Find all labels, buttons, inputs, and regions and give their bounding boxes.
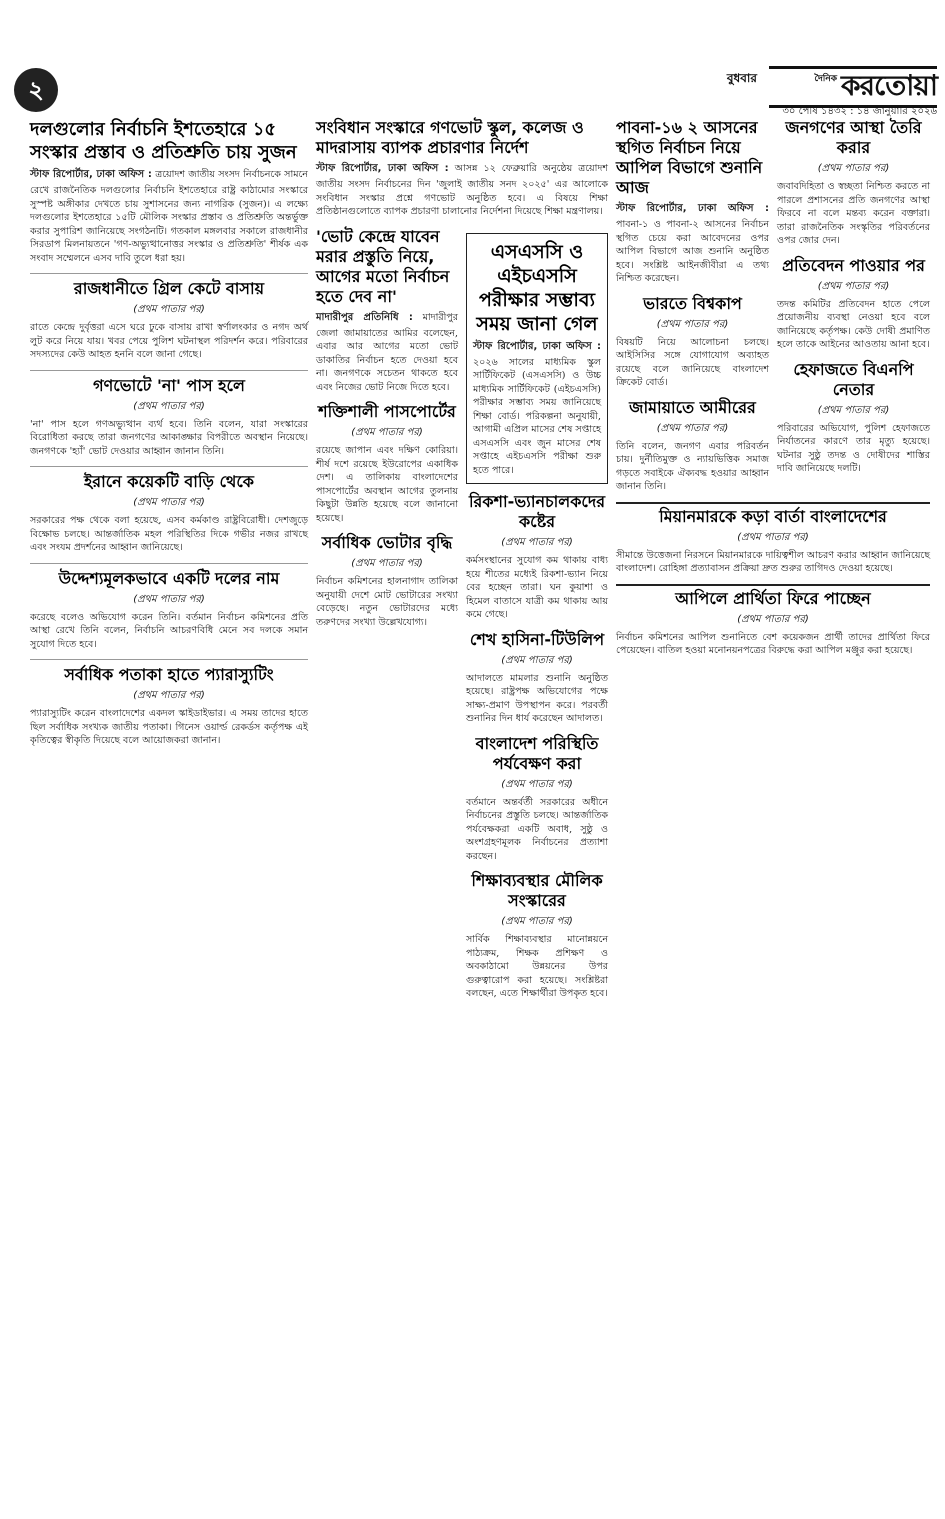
story	[466, 871, 612, 1001]
story-body: নির্বাচন কমিশনের আপিল শুনানিতে বেশ কয়েকজন প্রার্থী তাদের প্রার্থিতা ফিরে পেয়েছেন। বাতিল হওয়া মনোনয়নপত্রের বিরুদ্ধে করা আপিল মঞ্জুর করা হয়েছে।	[616, 631, 934, 656]
story-headline: পাবনা-১৬ ২ আসনের স্থগিত নির্বাচন নিয়ে আপিল বিভাগে শুনানি আজ	[616, 118, 763, 197]
story	[316, 118, 612, 219]
story-headline: ভারতে বিশ্বকাপ	[643, 293, 742, 313]
story-headline: বাংলাদেশ পরিস্থিতি পর্যবেক্ষণ করা	[475, 733, 599, 773]
story	[616, 293, 773, 390]
story-body: 'না' পাস হলে গণঅভ্যুত্থান ব্যর্থ হবে। তিনি বলেন, যারা সংস্কারের বিরোধিতা করছে তারা জনগণের আকাঙ্ক্ষার বিপরীতে অবস্থান নিয়েছে। জনগণকে 'হ্যাঁ' ভোট দেওয়ার আহ্বান জানান তিনি।	[30, 418, 312, 457]
story-continued: (প্রথম পাতার পর)	[133, 304, 205, 315]
story-continued: (প্রথম পাতার পর)	[737, 531, 809, 543]
featured-headline: এসএসসি ও এইচএসসি পরীক্ষার সম্ভাব্য সময় জানা গেল	[476, 240, 598, 335]
story-body: আদালতে মামলার শুনানি অনুষ্ঠিত হয়েছে। রাষ্ট্রপক্ষ অভিযোগের পক্ষে সাক্ষ্য-প্রমাণ উপস্থাপন করে। পরবর্তী শুনানির দিন ধার্য করেছেন আদালত।	[466, 672, 612, 724]
subcolumn-right	[777, 118, 934, 502]
story-headline: শিক্ষাব্যবস্থার মৌলিক সংস্কারের	[471, 871, 603, 910]
story	[466, 733, 612, 864]
story-continued: (প্রথম পাতার পর)	[817, 404, 890, 416]
story	[777, 118, 934, 248]
lead-story	[30, 118, 312, 265]
story-headline: রিকশা-ভ্যানচালকদের কষ্টের	[468, 492, 606, 531]
story-headline: শক্তিশালী পাসপোর্টের	[318, 402, 456, 421]
featured-body: ২০২৬ সালের মাধ্যমিক স্কুল সার্টিফিকেট (এসএসসি) ও উচ্চ মাধ্যমিক সার্টিফিকেট (এইচএসসি) পরীক্ষার সম্ভাব্য সময় জানিয়েছে শিক্ষা বোর্ড। পরিকল্পনা অনুযায়ী, আগামী এপ্রিল মাসের শেষ সপ্তাহে এসএসসি এবং জুন মাসের শেষ সপ্তাহে এইচএসসি পরীক্ষা শুরু হতে পারে।	[473, 356, 605, 476]
dateline: ৩০ পৌষ ১৪৩২ : ১৪ জানুয়ারি ২০২৬	[782, 106, 937, 117]
subcolumn-left	[616, 118, 773, 502]
weekday: বুধবার	[726, 71, 757, 85]
story-continued: (প্রথম পাতার পর)	[656, 318, 729, 330]
logo-prefix: দৈনিক	[814, 74, 838, 84]
story	[316, 226, 462, 395]
story-headline: শেখ হাসিনা-টিউলিপ	[469, 629, 605, 649]
story-headline: উদ্দেশ্যমূলকভাবে একটি দলের নাম	[58, 568, 280, 588]
story	[466, 629, 612, 726]
story-body: রয়েছে জাপান এবং দক্ষিণ কোরিয়া। শীর্ষ দশে রয়েছে ইউরোপের একাধিক দেশ। এ তালিকায় বাংলাদেশের পাসপোর্টের অবস্থান আগের তুলনায় কিছুটা উন্নতি হয়েছে বলে জানানো হয়েছে।	[316, 445, 462, 524]
logo-title: করতোয়া	[841, 68, 937, 102]
subcolumns	[616, 118, 934, 502]
subcolumn-left	[316, 226, 462, 1009]
story-continued: (প্রথম পাতার পর)	[501, 654, 573, 666]
story-headline: প্রতিবেদন পাওয়ার পর	[782, 255, 925, 275]
story-body: প্যারাস্যুটিং করেন বাংলাদেশের একদল স্কাইডাইভার। এ সময় তাদের হাতে ছিল সর্বাধিক সংখ্যক জাতীয় পতাকা। গিনেস ওয়ার্ল্ড রেকর্ডস কর্তৃপক্ষ এই কৃতিত্বের স্বীকৃতি দিয়েছে বলে আয়োজকরা জানান।	[30, 708, 312, 746]
story	[30, 279, 312, 362]
subcolumn-right	[466, 227, 612, 1009]
story-continued: (প্রথম পাতার পর)	[501, 778, 573, 790]
story-continued: (প্রথম পাতার পর)	[351, 427, 423, 438]
story-body: সীমান্তে উত্তেজনা নিরসনে মিয়ানমারকে দায়িত্বশীল আচরণ করার আহ্বান জানিয়েছে বাংলাদেশ। রোহিঙ্গা প্রত্যাবাসন প্রক্রিয়া দ্রুত শুরুর তাগিদও দেওয়া হয়েছে।	[616, 549, 934, 574]
story-continued: (প্রথম পাতার পর)	[501, 916, 573, 927]
story-continued: (প্রথম পাতার পর)	[133, 690, 205, 701]
story-body: পরিবারের অভিযোগ, পুলিশ হেফাজতে নির্যাতনের কারণে তার মৃত্যু হয়েছে। ঘটনার সুষ্ঠু তদন্ত ও দোষীদের শাস্তির দাবি জানিয়েছে দলটি।	[777, 422, 934, 474]
story	[466, 492, 612, 622]
story-headline: ইরানে কয়েকটি বাড়ি থেকে	[83, 472, 254, 491]
story-continued: (প্রথম পাতার পর)	[656, 422, 729, 434]
story-headline: সংবিধান সংস্কারে গণভোট স্কুল, কলেজ ও মাদরাসায় ব্যাপক প্রচারণার নির্দেশ	[316, 118, 584, 157]
story-headline: জামায়াতে আমীরের	[629, 397, 756, 417]
story	[777, 255, 934, 352]
story-headline: মিয়ানমারকে কড়া বার্তা বাংলাদেশের	[616, 502, 930, 527]
story-continued: (প্রথম পাতার পর)	[501, 537, 573, 548]
story-body: বর্তমানে অন্তর্বর্তী সরকারের অধীনে নির্বাচনের প্রস্তুতি চলছে। আন্তর্জাতিক পর্যবেক্ষকরা একটি অবাধ, সুষ্ঠু ও অংশগ্রহণমূলক নির্বাচনের প্রত্যাশা করছেন।	[466, 796, 612, 862]
story-continued: (প্রথম পাতার পর)	[133, 400, 205, 412]
column-left	[30, 118, 312, 1509]
story-headline: সর্বাধিক পতাকা হাতে প্যারাস্যুটিং	[64, 665, 274, 684]
story-byline: স্টাফ রিপোর্টার, ঢাকা অফিস :	[616, 203, 769, 214]
story-headline: সর্বাধিক ভোটার বৃদ্ধি	[321, 533, 453, 552]
story-body: করেছে বলেও অভিযোগ করেন তিনি। বর্তমান নির্বাচন কমিশনের প্রতি আস্থা রেখে তিনি বলেন, নির্বাচনি আচরণবিধি মেনে সব দলকে সমান সুযোগ দিতে হবে।	[30, 611, 312, 650]
story-headline: হেফাজতে বিএনপি নেতার	[793, 359, 914, 399]
story-headline: গণভোটে 'না' পাস হলে	[93, 375, 245, 395]
story	[616, 584, 934, 658]
story-headline: রাজধানীতে গ্রিল কেটে বাসায়	[73, 279, 265, 298]
story	[30, 665, 312, 748]
story	[616, 397, 773, 494]
featured-byline: স্টাফ রিপোর্টার, ঢাকা অফিস :	[473, 340, 601, 352]
story	[30, 375, 312, 459]
story-continued: (প্রথম পাতার পর)	[737, 613, 809, 625]
story-headline: 'ভোট কেন্দ্রে যাবেন মরার প্রস্তুতি নিয়ে, আগের মতো নির্বাচন হতে দেব না'	[316, 226, 450, 306]
story-body: বিষয়টি নিয়ে আলোচনা চলছে। আইসিসির সঙ্গে যোগাযোগ অব্যাহত রয়েছে বলে জানিয়েছে বাংলাদেশ ক্রিকেট বোর্ড।	[616, 336, 773, 388]
story-headline: জনগণের আস্থা তৈরি করার	[785, 118, 922, 157]
divider	[30, 273, 308, 274]
story-body: তদন্ত কমিটির প্রতিবেদন হাতে পেলে প্রয়োজনীয় ব্যবস্থা নেওয়া হবে বলে জানিয়েছে কর্তৃপক্ষ। কেউ দোষী প্রমাণিত হলে তাকে আইনের আওতায় আনা হবে।	[777, 298, 934, 350]
story-continued: (প্রথম পাতার পর)	[817, 280, 890, 292]
lead-headline: দলগুলোর নির্বাচনি ইশতেহারে ১৫ সংস্কার প্রস্তাব ও প্রতিশ্রুতি চায় সুজন	[30, 119, 297, 163]
lead-body: ত্রয়োদশ জাতীয় সংসদ নির্বাচনকে সামনে রেখে রাজনৈতিক দলগুলোর নির্বাচনি ইশতেহারে রাষ্ট্র কাঠামোর সংস্কারে সুস্পষ্ট অঙ্গীকার দেখতে চায় সুশাসনের জন্য নাগরিক (সুজন)। এ লক্ষ্যে দলগুলোর ইশতেহারে ১৫টি মৌলিক সংস্কার প্রস্তাব ও প্রতিশ্রুতি অন্তর্ভুক্ত করার সুপারিশ জানিয়েছে সংগঠনটি। গতকাল মঙ্গলবার সকালে রাজধানীর সিরডাপ মিলনায়তনে 'গণ-অভ্যুত্থানোত্তর সংস্কার ও প্রতিশ্রুতি' শীর্ষক এক সংবাদ সম্মেলনে এসব দাবি তুলে ধরা হয়।	[30, 169, 312, 264]
divider	[30, 659, 308, 660]
story	[316, 402, 462, 525]
story	[30, 568, 312, 652]
column-right	[616, 118, 934, 1509]
column-middle	[316, 118, 612, 1509]
story-continued: (প্রথম পাতার পর)	[133, 593, 205, 605]
divider	[30, 466, 308, 467]
story-body: কর্মসংস্থানের সুযোগ কম থাকায় বাধ্য হয়ে শীতের মধ্যেই রিকশা-ভ্যান নিয়ে বের হচ্ছেন তারা। ঘন কুয়াশা ও হিমেল বাতাসে যাত্রী কম থাকায় আয় কমে গেছে।	[466, 555, 612, 620]
story	[316, 533, 462, 629]
story-body: সার্বিক শিক্ষাব্যবস্থার মানোন্নয়নে পাঠ্যক্রম, শিক্ষক প্রশিক্ষণ ও অবকাঠামো উন্নয়নের উপর গুরুত্বারোপ করা হয়েছে। সংশ্লিষ্টরা বলছেন, এতে শিক্ষার্থীরা উপকৃত হবে।	[466, 934, 612, 999]
story-continued: (প্রথম পাতার পর)	[817, 163, 890, 174]
story-continued: (প্রথম পাতার পর)	[351, 558, 423, 569]
story-byline: স্টাফ রিপোর্টার, ঢাকা অফিস :	[316, 163, 449, 174]
story-continued: (প্রথম পাতার পর)	[133, 497, 205, 508]
subcolumns	[316, 226, 612, 1009]
story	[616, 118, 773, 286]
story-body: তিনি বলেন, জনগণ এবার পরিবর্তন চায়। দুর্নীতিমুক্ত ও ন্যায়ভিত্তিক সমাজ গড়তে সবাইকে ঐক্যবদ্ধ হওয়ার আহ্বান জানান তিনি।	[616, 440, 773, 492]
story-body: নির্বাচন কমিশনের হালনাগাদ তালিকা অনুযায়ী দেশে মোট ভোটারের সংখ্যা বেড়েছে। নতুন ভোটারদের মধ্যে তরুণদের সংখ্যা উল্লেখযোগ্য।	[316, 576, 462, 628]
divider	[30, 563, 308, 564]
story-byline: মাদারীপুর প্রতিনিধি :	[316, 311, 413, 323]
story	[616, 502, 934, 576]
masthead	[0, 0, 945, 118]
story-body: রাতে কেন্দ্রে দুর্বৃত্তরা এসে ঘরে ঢুকে বাসায় রাখা স্বর্ণালংকার ও নগদ অর্থ লুট করে নিয়ে যায়। খবর পেয়ে পুলিশ ঘটনাস্থল পরিদর্শন করে। পরিবারের সদস্যদের কেউ আহত হননি বলে জানা গেছে।	[30, 322, 312, 360]
story-headline: আপিলে প্রার্থিতা ফিরে পাচ্ছেন	[616, 584, 930, 609]
publication-meta	[537, 66, 937, 117]
story	[30, 472, 312, 555]
page-number: ২	[14, 68, 58, 112]
story-body: মাদারীপুর জেলা জামায়াতের আমির বলেছেন, এবার আর আগের মতো ভোট ডাকাতির নির্বাচন হতে দেওয়া হবে না। জনগণকে সচেতন থাকতে হবে এবং নিজের ভোট নিজে দিতে হবে।	[316, 311, 462, 393]
divider	[30, 370, 308, 371]
newspaper-logo	[769, 66, 937, 108]
story	[777, 359, 934, 476]
story-body: পাবনা-১ ও পাবনা-২ আসনের নির্বাচন স্থগিত চেয়ে করা আবেদনের ওপর আপিল বিভাগে আজ শুনানি অনুষ্ঠিত হবে। সংশ্লিষ্ট আইনজীবীরা এ তথ্য নিশ্চিত করেছেন।	[616, 219, 773, 284]
story-body: আসন্ন ১২ ফেব্রুয়ারি অনুষ্ঠেয় ত্রয়োদশ জাতীয় সংসদ নির্বাচনের দিন 'জুলাই জাতীয় সনদ ২০২৫' এর আলোকে সংবিধান সংস্কার প্রশ্নে গণভোট অনুষ্ঠিত হবে। এ বিষয়ে শিক্ষা প্রতিষ্ঠানগুলোতে ব্যাপক প্রচারণা চালানোর নির্দেশনা দিয়েছে শিক্ষা মন্ত্রণালয়।	[316, 163, 612, 217]
featured-story	[466, 233, 608, 485]
story-body: জবাবদিহিতা ও স্বচ্ছতা নিশ্চিত করতে না পারলে প্রশাসনের প্রতি জনগণের আস্থা ফিরবে না বলে মন্তব্য করেন বক্তারা। তারা রাজনৈতিক সংস্কৃতির পরিবর্তনের ওপর জোর দেন।	[777, 181, 934, 246]
story-body: সরকারের পক্ষ থেকে বলা হয়েছে, এসব কর্মকাণ্ড রাষ্ট্রবিরোধী। দেশজুড়ে বিক্ষোভ চলছে। আন্তর্জাতিক মহল পরিস্থিতির দিকে গভীর নজর রাখছে এবং সংযম প্রদর্শনের আহ্বান জানিয়েছে।	[30, 515, 312, 553]
lead-byline: স্টাফ রিপোর্টার, ঢাকা অফিস :	[30, 169, 152, 180]
